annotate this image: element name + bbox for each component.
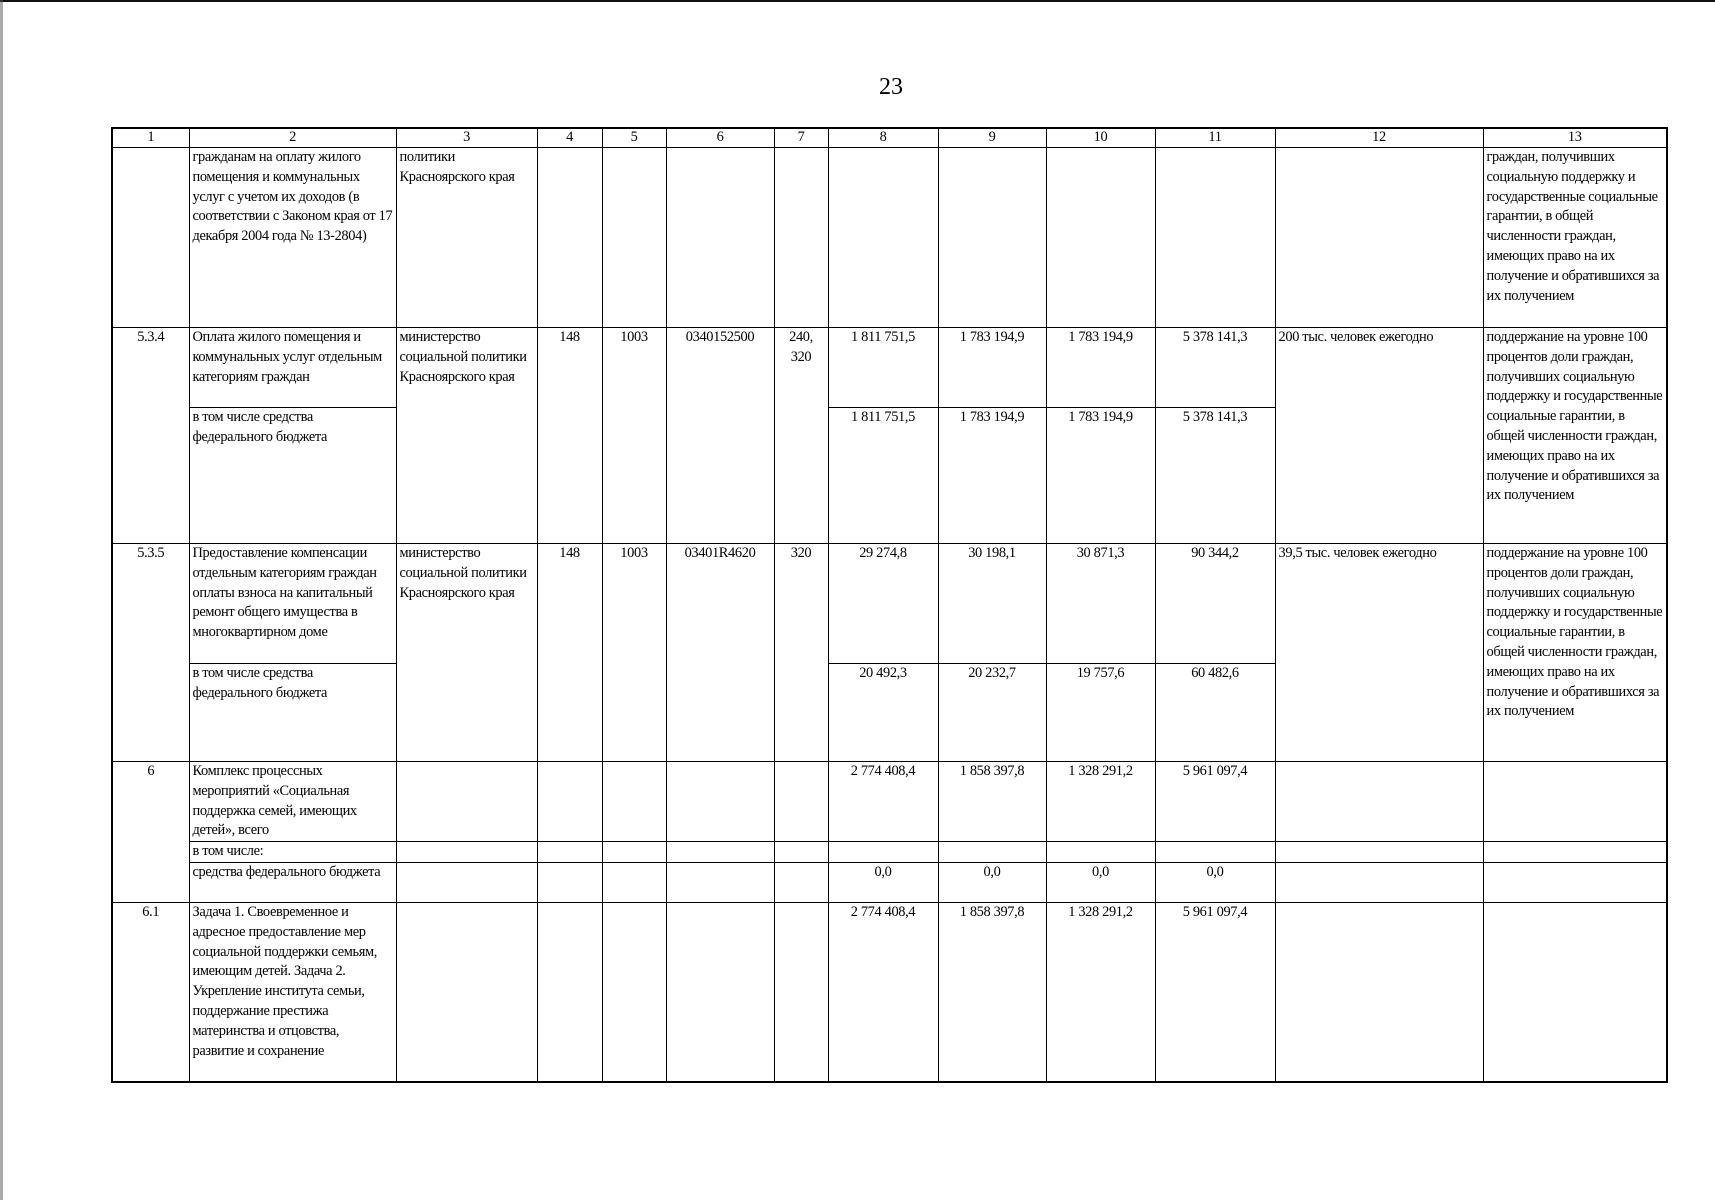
cell-value-11: 5 378 141,3 bbox=[1155, 328, 1275, 408]
header-cell: 8 bbox=[828, 128, 938, 148]
cell-description: Комплекс процессных мероприятий «Социальная поддержка семей, имеющих детей», всего bbox=[189, 762, 396, 842]
header-cell: 13 bbox=[1483, 128, 1667, 148]
cell-value-11: 5 961 097,4 bbox=[1155, 902, 1275, 1082]
cell-value-9: 1 783 194,9 bbox=[938, 408, 1046, 544]
cell-value-8: 0,0 bbox=[828, 862, 938, 902]
cell-value-9: 20 232,7 bbox=[938, 664, 1046, 762]
cell-value-8: 1 811 751,5 bbox=[828, 328, 938, 408]
cell-result: поддержание на уровне 100 процентов доли граждан, получивших социальную поддержку и государственные социальные гарантии, в общей численности граждан, имеющих право на их получение и обратившихся за их получением bbox=[1483, 328, 1667, 544]
cell-value-11: 90 344,2 bbox=[1155, 544, 1275, 664]
cell-executor: министерство социальной политики Красноярского края bbox=[396, 328, 537, 544]
cell-value-9: 1 858 397,8 bbox=[938, 902, 1046, 1082]
cell-code-4: 148 bbox=[537, 328, 602, 544]
header-cell: 10 bbox=[1046, 128, 1155, 148]
cell-number: 6 bbox=[112, 762, 189, 903]
table-row-6 bbox=[112, 762, 1667, 842]
cell-value-9: 1 783 194,9 bbox=[938, 328, 1046, 408]
header-cell: 5 bbox=[602, 128, 666, 148]
cell-indicator: 39,5 тыс. человек ежегодно bbox=[1275, 544, 1483, 762]
cell-code-6: 03401R4620 bbox=[666, 544, 774, 762]
cell-value-10: 1 328 291,2 bbox=[1046, 902, 1155, 1082]
page-top-edge bbox=[0, 0, 1715, 2]
cell-description: Задача 1. Своевременное и адресное предоставление мер социальной поддержки семьям, имеющим детей. Задача 2. Укрепление института семьи, поддержание престижа материнства и отцовства, развитие и сохранение bbox=[189, 902, 396, 1082]
cell-value-10: 19 757,6 bbox=[1046, 664, 1155, 762]
cell-executor: политики Красноярского края bbox=[396, 148, 537, 328]
header-cell: 7 bbox=[774, 128, 828, 148]
cell-value-8: 29 274,8 bbox=[828, 544, 938, 664]
header-cell: 11 bbox=[1155, 128, 1275, 148]
cell-executor: министерство социальной политики Красноярского края bbox=[396, 544, 537, 762]
cell-value-8: 2 774 408,4 bbox=[828, 762, 938, 842]
cell-value-10: 0,0 bbox=[1046, 862, 1155, 902]
cell-value-11: 0,0 bbox=[1155, 862, 1275, 902]
table-row-6-1 bbox=[112, 902, 1667, 1082]
cell-number: 6.1 bbox=[112, 902, 189, 1082]
cell-description: в том числе: bbox=[189, 842, 396, 863]
header-cell: 6 bbox=[666, 128, 774, 148]
table-row-5-3-4 bbox=[112, 328, 1667, 408]
cell-value-11: 5 378 141,3 bbox=[1155, 408, 1275, 544]
table-row-6-federal bbox=[112, 862, 1667, 902]
header-cell: 1 bbox=[112, 128, 189, 148]
header-cell: 9 bbox=[938, 128, 1046, 148]
cell-value-10: 1 783 194,9 bbox=[1046, 328, 1155, 408]
cell-value-11: 5 961 097,4 bbox=[1155, 762, 1275, 842]
cell-value-9: 0,0 bbox=[938, 862, 1046, 902]
cell-number: 5.3.4 bbox=[112, 328, 189, 544]
header-cell: 2 bbox=[189, 128, 396, 148]
cell-description: Предоставление компенсации отдельным категориям граждан оплаты взноса на капитальный ремонт общего имущества в многоквартирном доме bbox=[189, 544, 396, 664]
cell-value-9: 1 858 397,8 bbox=[938, 762, 1046, 842]
cell-value-8: 2 774 408,4 bbox=[828, 902, 938, 1082]
cell-code-6: 0340152500 bbox=[666, 328, 774, 544]
cell-value-8: 1 811 751,5 bbox=[828, 408, 938, 544]
table-row-5-3-5 bbox=[112, 544, 1667, 664]
cell-result: поддержание на уровне 100 процентов доли граждан, получивших социальную поддержку и государственные социальные гарантии, в общей численности граждан, имеющих право на их получение и обратившихся за их получением bbox=[1483, 544, 1667, 762]
cell-description: в том числе средства федерального бюджета bbox=[189, 408, 396, 544]
header-cell: 3 bbox=[396, 128, 537, 148]
cell-value-10: 30 871,3 bbox=[1046, 544, 1155, 664]
cell-result: граждан, получивших социальную поддержку и государственные социальные гарантии, в общей численности граждан, имеющих право на их получение и обратившихся за их получением bbox=[1483, 148, 1667, 328]
table-header-row bbox=[112, 128, 1667, 148]
cell-code-5: 1003 bbox=[602, 328, 666, 544]
table-row-continuation bbox=[112, 148, 1667, 328]
cell-code-7: 320 bbox=[774, 544, 828, 762]
cell-code-5: 1003 bbox=[602, 544, 666, 762]
cell-value-8: 20 492,3 bbox=[828, 664, 938, 762]
table-row-6-including bbox=[112, 842, 1667, 863]
header-cell: 12 bbox=[1275, 128, 1483, 148]
cell-indicator: 200 тыс. человек ежегодно bbox=[1275, 328, 1483, 544]
page-left-edge bbox=[0, 0, 3, 1200]
cell-description: Оплата жилого помещения и коммунальных услуг отдельным категориям граждан bbox=[189, 328, 396, 408]
cell-number: 5.3.5 bbox=[112, 544, 189, 762]
cell-code-7: 240, 320 bbox=[774, 328, 828, 544]
cell-value-11: 60 482,6 bbox=[1155, 664, 1275, 762]
header-cell: 4 bbox=[537, 128, 602, 148]
budget-table bbox=[111, 127, 1668, 1083]
page-number: 23 bbox=[879, 74, 903, 100]
cell-description: средства федерального бюджета bbox=[189, 862, 396, 902]
cell-value-9: 30 198,1 bbox=[938, 544, 1046, 664]
cell-description: гражданам на оплату жилого помещения и коммунальных услуг с учетом их доходов (в соответствии с Законом края от 17 декабря 2004 года № 13-2804) bbox=[189, 148, 396, 328]
cell-value-10: 1 783 194,9 bbox=[1046, 408, 1155, 544]
cell-value-10: 1 328 291,2 bbox=[1046, 762, 1155, 842]
cell-description: в том числе средства федерального бюджета bbox=[189, 664, 396, 762]
cell-code-4: 148 bbox=[537, 544, 602, 762]
